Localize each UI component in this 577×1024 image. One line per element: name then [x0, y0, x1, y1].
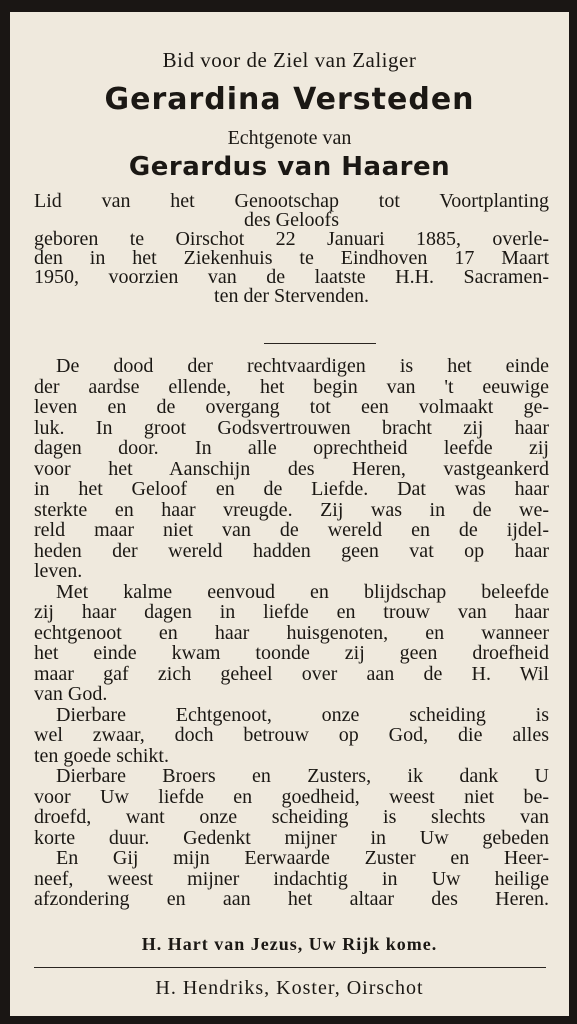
- text-line: zij haar dagen in liefde en trouw van haar: [34, 601, 549, 623]
- text-line: dagen door. In alle oprechtheid leefde zij: [34, 437, 549, 459]
- divider: [264, 343, 376, 344]
- relation-label: Echtgenote van: [227, 127, 352, 149]
- deceased-name: Gerardina Versteden: [104, 82, 475, 117]
- memorial-card: [10, 12, 569, 1016]
- divider: [34, 967, 546, 968]
- text-line: leven en de overgang tot een volmaakt ge-: [34, 396, 549, 418]
- bio-line: den in het Ziekenhuis te Eindhoven 17 Maart: [34, 247, 549, 269]
- bio-line: ten der Stervenden.: [214, 285, 369, 307]
- husband-name: Gerardus van Haaren: [128, 152, 451, 182]
- bio-line: 1950, voorzien van de laatste H.H. Sacramen-: [34, 266, 549, 288]
- text-line: heden der wereld hadden geen vat op haar: [34, 539, 549, 562]
- text-line: afzondering en aan het altaar des Heren.: [34, 888, 549, 910]
- text-line: maar gaf zich geheel over aan de H. Wil: [34, 662, 549, 685]
- text-line: De dood der rechtvaardigen is het einde: [56, 355, 549, 377]
- bio-line: Lid van het Genootschap tot Voortplanting: [34, 190, 549, 212]
- text-line: luk. In groot Godsvertrouwen bracht zij haar: [34, 416, 549, 439]
- text-line: neef, weest mijner indachtig in Uw heilige: [34, 867, 549, 890]
- text-line: voor Uw liefde en goedheid, weest niet be-: [34, 785, 549, 808]
- text-line: het einde kwam toonde zij geen droefheid: [34, 642, 549, 664]
- card-intro: Bid voor de Ziel van Zaliger: [162, 48, 417, 72]
- biography: [34, 192, 549, 306]
- text-line: van God.: [34, 683, 108, 705]
- text-line: sterkte en haar vreugde. Zij was in de we-: [34, 498, 549, 521]
- bio-line: des Geloofs: [244, 209, 339, 231]
- text-line: Dierbare Broers en Zusters, ik dank U: [56, 765, 549, 787]
- text-line: wel zwaar, doch betrouw op God, die alles: [34, 724, 549, 746]
- closing-prayer: H. Hart van Jezus, Uw Rijk kome.: [141, 934, 438, 954]
- eulogy-text: [34, 356, 549, 910]
- printer-credit: H. Hendriks, Koster, Oirschot: [155, 977, 424, 999]
- text-line: reld maar niet van de wereld en de ijdel-: [34, 519, 549, 541]
- text-line: Dierbare Echtgenoot, onze scheiding is: [56, 703, 549, 726]
- text-line: droefd, want onze scheiding is slechts van: [34, 806, 549, 828]
- text-line: Met kalme eenvoud en blijdschap beleefde: [56, 580, 549, 603]
- bio-line: geboren te Oirschot 22 Januari 1885, overle-: [34, 228, 549, 250]
- text-line: korte duur. Gedenkt mijner in Uw gebeden: [34, 826, 549, 849]
- text-line: voor het Aanschijn des Heren, vastgeankerd: [34, 457, 549, 480]
- text-line: leven.: [34, 560, 83, 582]
- text-line: der aardse ellende, het begin van 't eeuwige: [34, 375, 549, 398]
- text-line: ten goede schikt.: [34, 744, 169, 767]
- text-line: in het Geloof en de Liefde. Dat was haar: [34, 478, 549, 500]
- text-line: En Gij mijn Eerwaarde Zuster en Heer-: [56, 847, 549, 869]
- text-line: echtgenoot en haar huisgenoten, en wanneer: [34, 621, 549, 644]
